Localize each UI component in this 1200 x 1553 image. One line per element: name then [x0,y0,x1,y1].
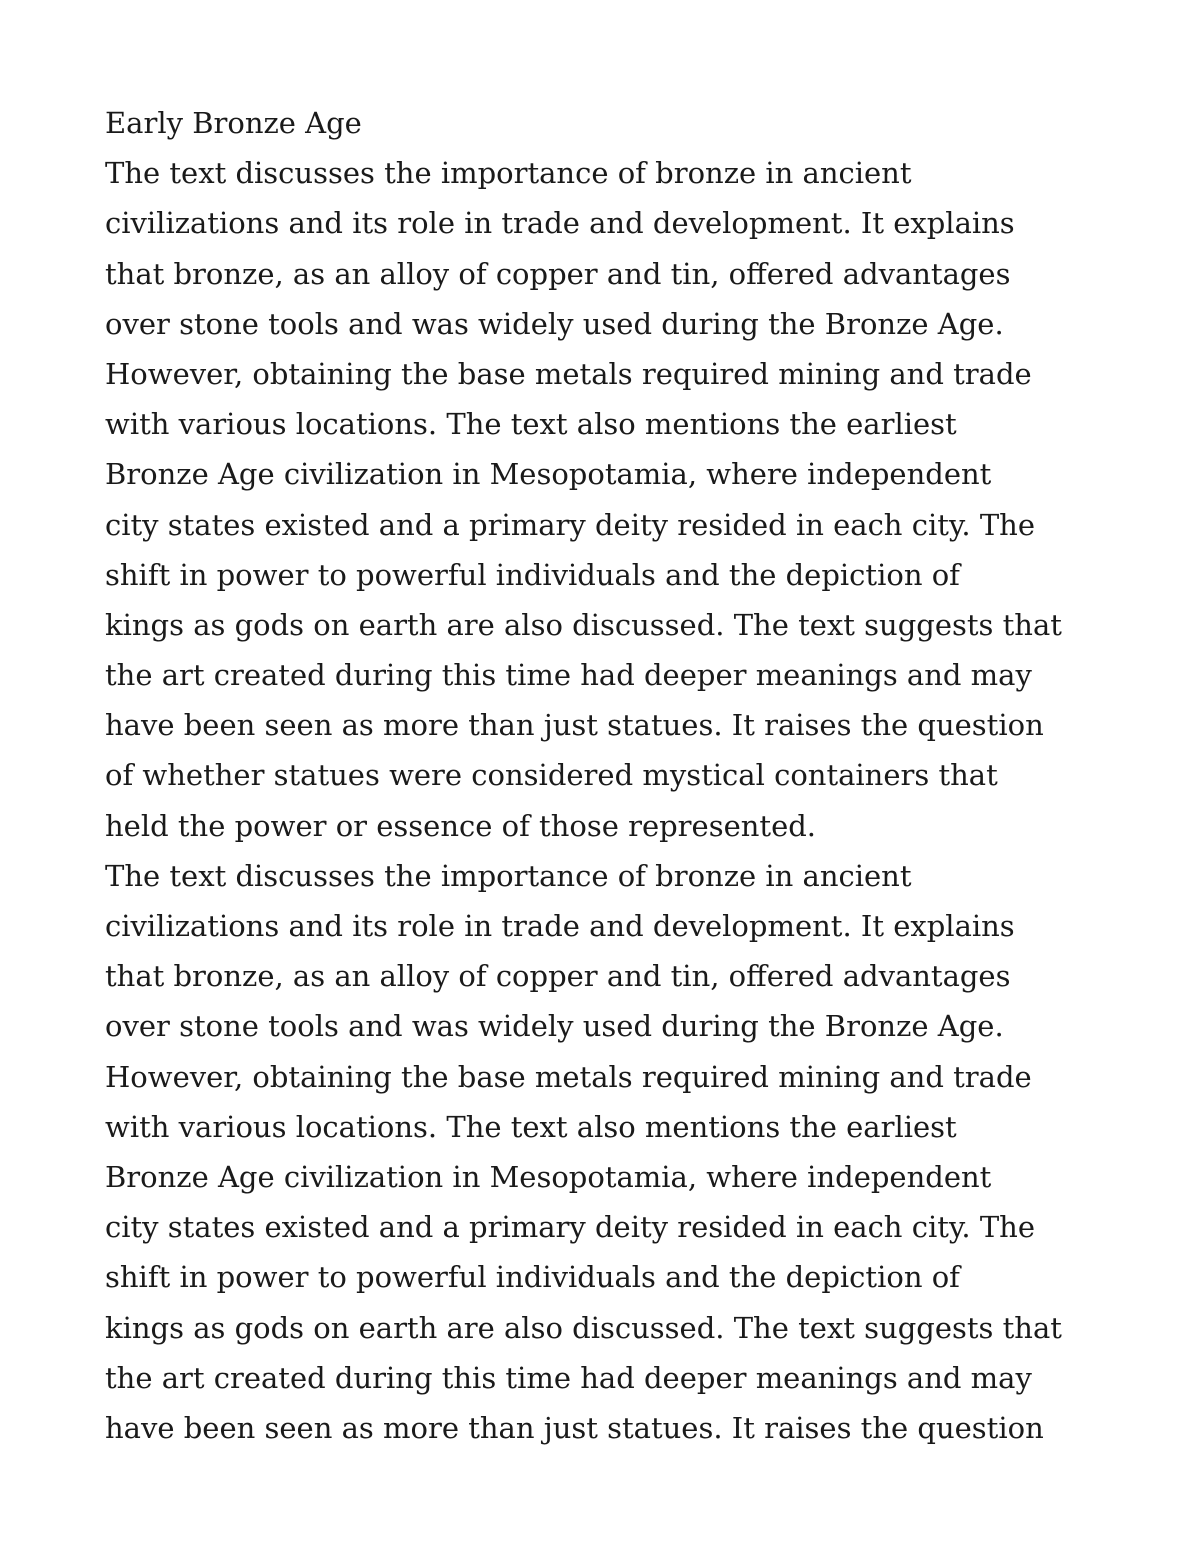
paragraph-2-line: civilizations and its role in trade and development. It explains [105,909,1015,943]
paragraph-2-line: the art created during this time had deeper meanings and may [105,1360,1032,1395]
document-body [105,98,1105,1453]
paragraph-1-line: shift in power to powerful individuals and the depiction of [105,557,960,592]
paragraph-2-line: kings as gods on earth are also discussed. The text suggests that [105,1310,1062,1345]
paragraph-1-line: city states existed and a primary deity resided in each city. The [105,507,1036,542]
paragraph-2-line: shift in power to powerful individuals and the depiction of [105,1260,960,1295]
paragraph-2-line: The text discusses the importance of bronze in ancient [105,858,912,893]
paragraph-2 [105,851,1105,1453]
paragraph-2-line: city states existed and a primary deity resided in each city. The [105,1210,1036,1245]
paragraph-1-line: with various locations. The text also mentions the earliest [105,407,957,442]
paragraph-1-line: held the power or essence of those represented. [105,808,817,843]
paragraph-1-line: The text discusses the importance of bronze in ancient [105,156,912,191]
paragraph-2-line: over stone tools and was widely used during the Bronze Age. [105,1009,1004,1044]
paragraph-2-line: However, obtaining the base metals required mining and trade [105,1059,1032,1094]
paragraph-2-line: Bronze Age civilization in Mesopotamia, where independent [105,1159,992,1194]
paragraph-1-line: However, obtaining the base metals required mining and trade [105,356,1032,391]
paragraph-1-line: over stone tools and was widely used during the Bronze Age. [105,306,1004,341]
paragraph-1-line: that bronze, as an alloy of copper and tin, offered advantages [105,256,1011,291]
paragraph-1-line: civilizations and its role in trade and development. It explains [105,206,1015,241]
document-title: Early Bronze Age [105,106,362,140]
paragraph-2-line: have been seen as more than just statues. It raises the question [105,1410,1044,1445]
paragraph-1-line: kings as gods on earth are also discussed. The text suggests that [105,607,1062,642]
paragraph-1-line: the art created during this time had deeper meanings and may [105,658,1032,693]
paragraph-1-line: have been seen as more than just statues. It raises the question [105,708,1044,743]
paragraph-2-line: that bronze, as an alloy of copper and tin, offered advantages [105,959,1011,994]
paragraph-1 [105,148,1105,851]
paragraph-2-line: with various locations. The text also mentions the earliest [105,1109,957,1144]
paragraph-1-line: Bronze Age civilization in Mesopotamia, where independent [105,457,992,492]
paragraph-1-line: of whether statues were considered mystical containers that [105,758,998,793]
